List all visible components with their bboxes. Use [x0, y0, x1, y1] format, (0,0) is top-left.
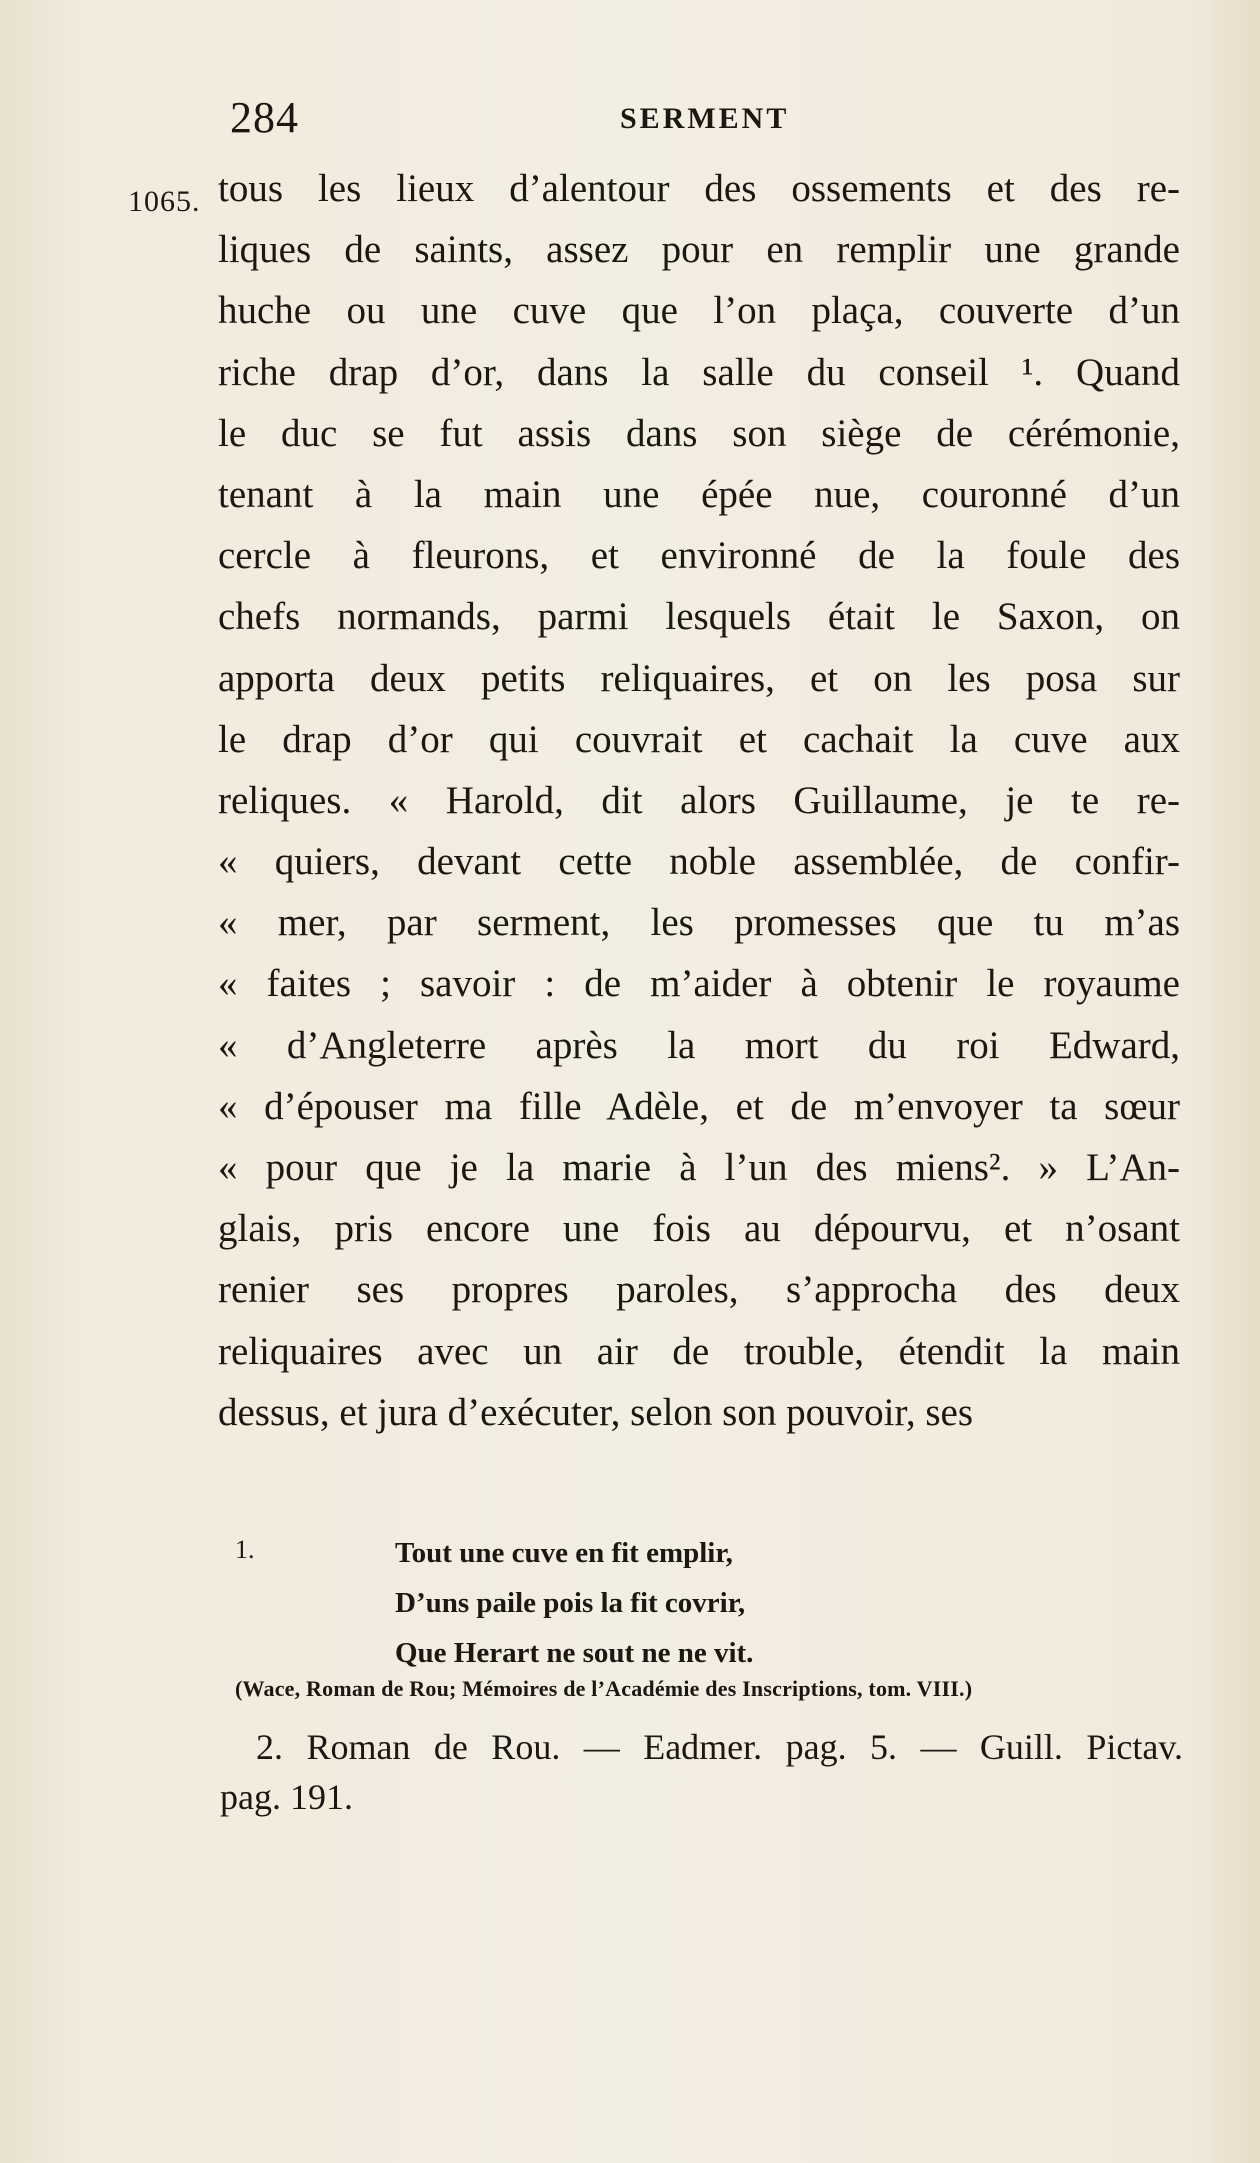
page-number: 284 [230, 93, 299, 142]
text-line: « quiers, devant cette noble assemblée, de confir- [218, 840, 1180, 884]
footnote-verse: Tout une cuve en fit emplir, [395, 1537, 733, 1569]
footnote-verse: D’uns paile pois la fit covrir, [395, 1587, 746, 1619]
text-line: tous les lieux d’alentour des ossements et des re- [218, 167, 1180, 210]
text-line: « pour que je la marie à l’un des miens². » L’An- [218, 1146, 1180, 1189]
margin-year-note: 1065. [128, 185, 201, 218]
footnote-number: 1. [235, 1535, 255, 1564]
footnote-verse: Que Herart ne sout ne ne vit. [395, 1637, 754, 1669]
text-line: renier ses propres paroles, s’approcha des deux [218, 1268, 1180, 1312]
page-header [220, 92, 1220, 142]
running-title: SERMENT [620, 102, 790, 135]
footnote-line: pag. 191. [220, 1777, 353, 1817]
text-line: reliques. « Harold, dit alors Guillaume, je te re- [218, 778, 1180, 822]
text-line: reliquaires avec un air de trouble, étendit la main [218, 1329, 1180, 1373]
text-line: « d’Angleterre après la mort du roi Edward, [218, 1023, 1180, 1067]
footnote-line: 2. Roman de Rou. — Eadmer. pag. 5. — Guill. Pictav. [256, 1727, 1183, 1767]
text-line: huche ou une cuve que l’on plaça, couverte d’un [218, 289, 1180, 333]
text-line: chefs normands, parmi lesquels était le Saxon, on [218, 595, 1180, 639]
text-line: le drap d’or qui couvrait et cachait la cuve aux [218, 717, 1180, 761]
text-line: riche drap d’or, dans la salle du conseil ¹. Quand [218, 350, 1180, 394]
text-line: tenant à la main une épée nue, couronné d’un [218, 472, 1180, 516]
text-line: liques de saints, assez pour en remplir une grande [218, 228, 1180, 272]
text-line: « mer, par serment, les promesses que tu m’as [218, 901, 1180, 945]
text-line: dessus, et jura d’exécuter, selon son pouvoir, ses [218, 1390, 974, 1434]
text-line: apporta deux petits reliquaires, et on les posa sur [218, 656, 1180, 700]
text-line: glais, pris encore une fois au dépourvu, et n’osant [218, 1207, 1180, 1251]
footnote-2 [220, 1722, 1183, 1822]
footnote-citation: (Wace, Roman de Rou; Mémoires de l’Académie des Inscriptions, tom. VIII.) [235, 1676, 973, 1701]
main-text [218, 158, 1180, 1443]
text-line: cercle à fleurons, et environné de la foule des [218, 534, 1180, 578]
text-line: le duc se fut assis dans son siège de cérémonie, [218, 411, 1180, 455]
text-line: « d’épouser ma fille Adèle, et de m’envoyer ta sœur [218, 1084, 1180, 1128]
text-line: « faites ; savoir : de m’aider à obtenir le royaume [218, 962, 1180, 1006]
